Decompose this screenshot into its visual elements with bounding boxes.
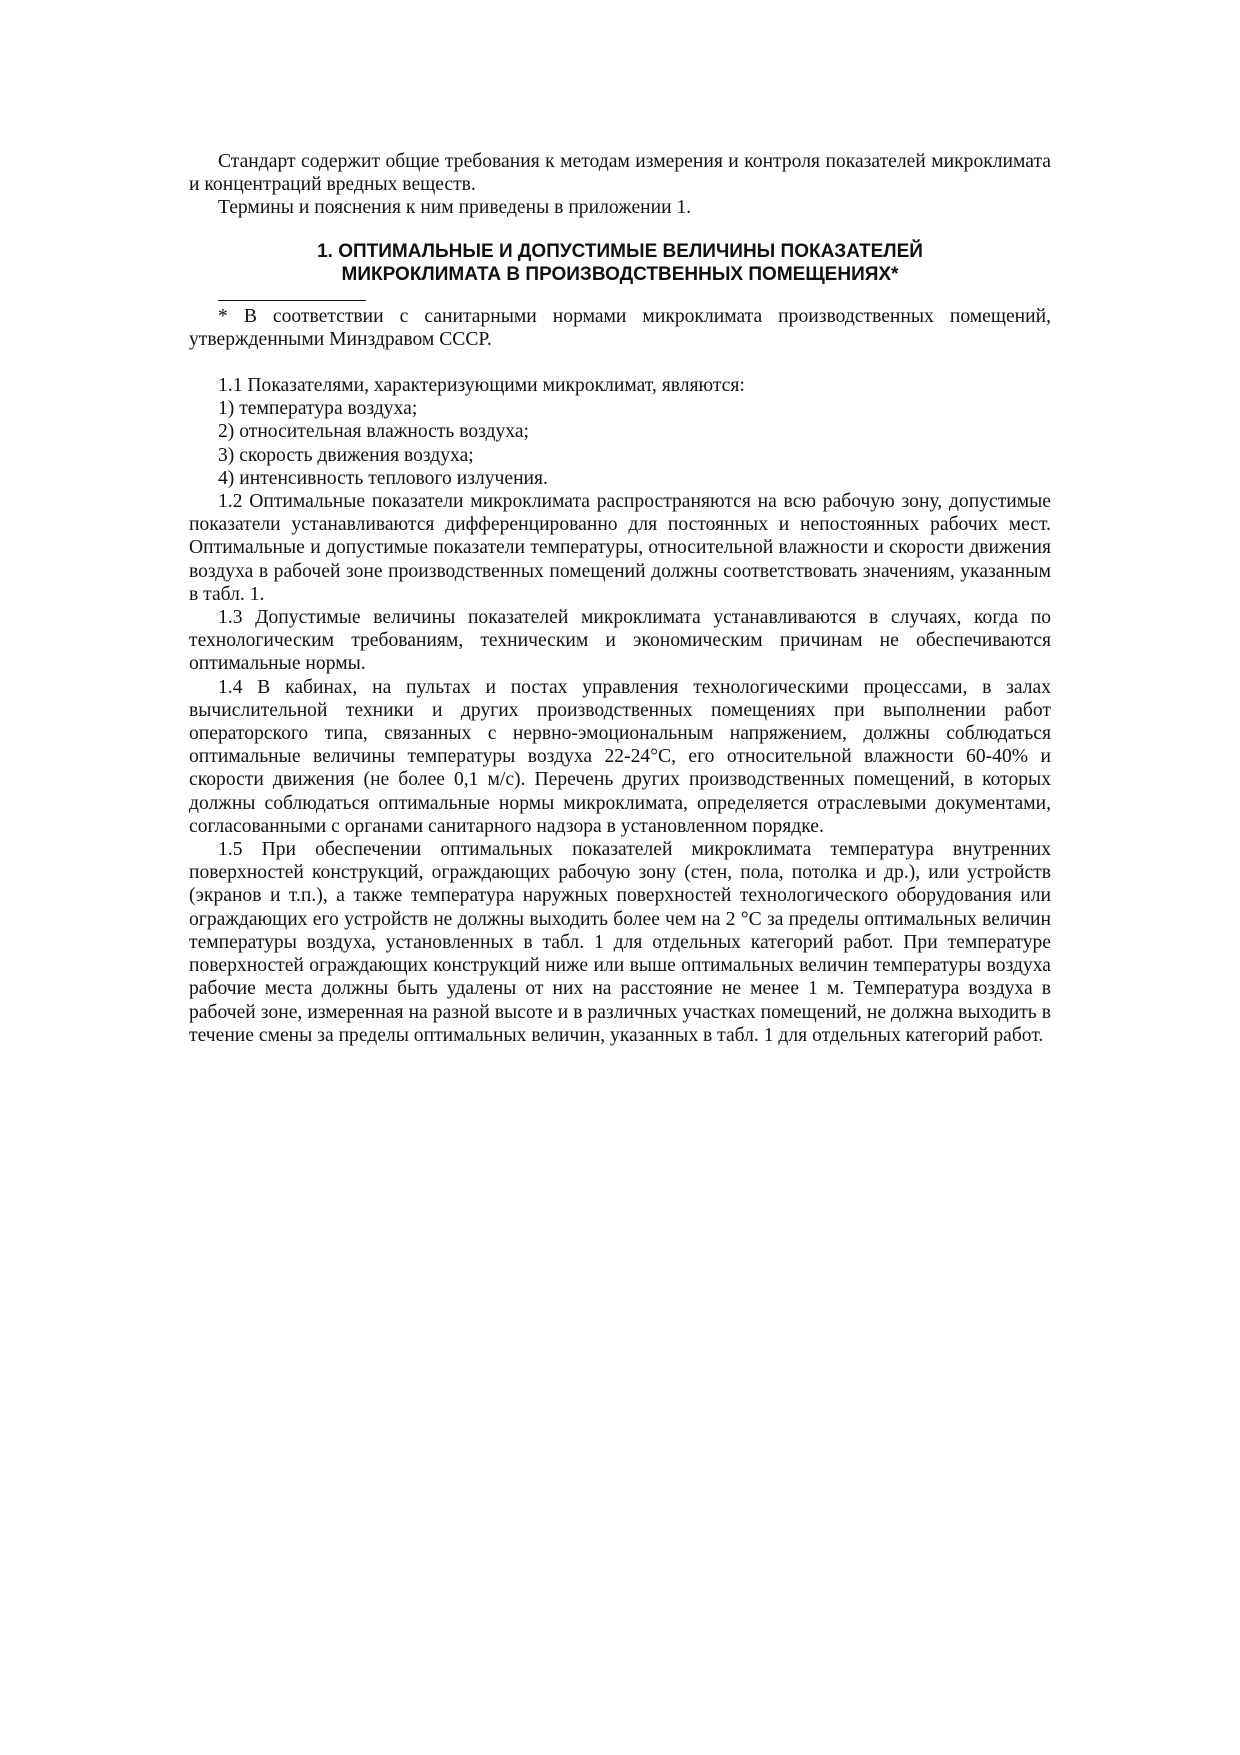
list-item: 4) интенсивность теплового излучения. <box>218 467 548 489</box>
footnote-separator <box>218 288 366 301</box>
intro-terms-paragraph: Термины и пояснения к ним приведены в приложении 1. <box>218 197 692 219</box>
footnote: * В соответствии с санитарными нормами микроклимата производственных помещений, утвержденными Минздравом СССР. <box>189 305 1051 350</box>
intro-paragraph: Стандарт содержит общие требования к методам измерения и контроля показателей микроклимата и концентраций вредных веществ. <box>189 151 1051 196</box>
clause-1-2: 1.2 Оптимальные показатели микроклимата распространяются на всю рабочую зону, допустимые показатели устанавливаются дифференцированно для постоянных и непостоянных рабочих мест. Оптимальные и допустимые показатели температуры, относительной влажности и скорости движения воздуха в рабочей зоне производственных помещений должны соответствовать значениям, указанным в табл. 1. <box>189 491 1051 605</box>
section-heading <box>189 224 1051 286</box>
list-item: 2) относительная влажность воздуха; <box>218 421 529 443</box>
clause-1-3: 1.3 Допустимые величины показателей микроклимата устанавливаются в случаях, когда по технологическим требованиям, техническим и экономическим причинам не обеспечиваются оптимальные нормы. <box>189 607 1051 675</box>
clause-1-1: 1.1 Показателями, характеризующими микроклимат, являются: <box>218 375 745 397</box>
list-item: 3) скорость движения воздуха; <box>218 444 474 466</box>
section-heading-line-2: МИКРОКЛИМАТА В ПРОИЗВОДСТВЕННЫХ ПОМЕЩЕНИЯХ* <box>341 263 899 285</box>
spacer <box>189 351 1051 374</box>
clause-1-4: 1.4 В кабинах, на пультах и постах управления технологическими процессами, в залах вычислительной техники и других производственных помещениях при выполнении работ операторского типа, связанных с нервно-эмоциональным напряжением, должны соблюдаться оптимальные величины температуры воздуха 22-24°С, его относительной влажности 60-40% и скорости движения (не более 0,1 м/с). Перечень других производственных помещений, в которых должны соблюдаться оптимальные нормы микроклимата, определяется отраслевыми документами, согласованными с органами санитарного надзора в установленном порядке. <box>189 676 1051 837</box>
section-heading-line-1: 1. ОПТИМАЛЬНЫЕ И ДОПУСТИМЫЕ ВЕЛИЧИНЫ ПОКАЗАТЕЛЕЙ <box>317 240 923 262</box>
document-page <box>189 150 1051 1047</box>
list-item: 1) температура воздуха; <box>218 398 418 420</box>
clause-1-5: 1.5 При обеспечении оптимальных показателей микроклимата температура внутренних поверхностей конструкций, ограждающих рабочую зону (стен, пола, потолка и др.), или устройств (экранов и т.п.), а также температура наружных поверхностей технологического оборудования или ограждающих его устройств не должны выходить более чем на 2 °С за пределы оптимальных величин температуры воздуха, установленных в табл. 1 для отдельных категорий работ. При температуре поверхностей ограждающих конструкций ниже или выше оптимальных величин температуры воздуха рабочие места должны быть удалены от них на расстояние не менее 1 м. Температура воздуха в рабочей зоне, измеренная на разной высоте и в различных участках помещений, не должна выходить в течение смены за пределы оптимальных величин, указанных в табл. 1 для отдельных категорий работ. <box>189 839 1051 1046</box>
